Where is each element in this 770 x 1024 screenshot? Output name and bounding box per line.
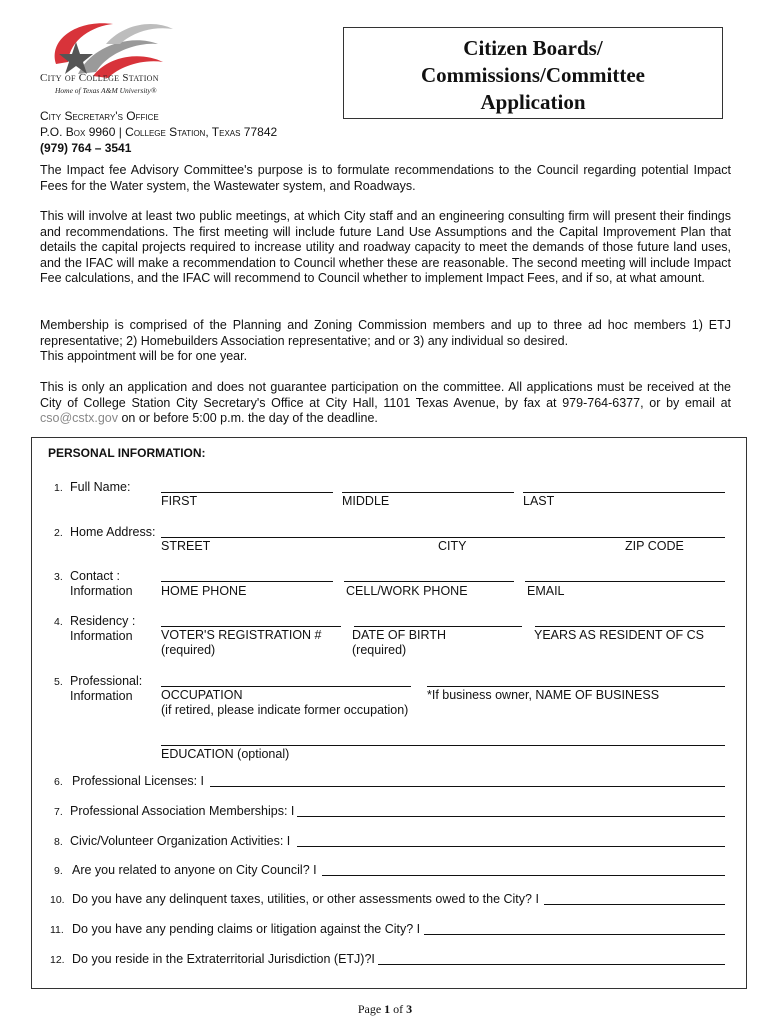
cell-phone-caption: CELL/WORK PHONE [346,584,468,598]
intro-paragraph-1: The Impact fee Advisory Committee's purpose is to formulate recommendations to the Council regarding potential Impact Fees for the Water system, the Wastewater system, and Roadways. [40,163,731,193]
voter-required: (required) [161,643,216,657]
form-title [343,27,723,119]
q4-number: 4. [54,616,63,628]
title-line-1: Citizen Boards/ [463,36,603,60]
q10-label: Do you have any delinquent taxes, utilities, or other assessments owed to the City? I [72,892,539,906]
home-address-field[interactable] [161,537,725,538]
q12-number: 12. [50,954,65,966]
q3-label-2: Information [70,584,133,598]
page-current: 1 [384,1002,391,1016]
middle-caption: MIDDLE [342,494,390,508]
home-phone-caption: HOME PHONE [161,584,247,598]
dob-required: (required) [352,643,407,657]
civic-activities-field[interactable] [297,846,725,847]
education-caption: EDUCATION (optional) [161,747,290,761]
business-caption: *If business owner, NAME OF BUSINESS [427,688,660,702]
q12-label: Do you reside in the Extraterritorial Jurisdiction (ETJ)?I [72,952,375,966]
office-phone: (979) 764 – 3541 [40,141,132,155]
q4-label-1: Residency : [70,614,136,628]
city-tagline: Home of Texas A&M University® [55,86,157,95]
date-of-birth-field[interactable] [354,626,522,627]
title-line-3: Application [480,90,586,114]
zip-caption: ZIP CODE [625,539,684,553]
intro-paragraph-3 [40,318,731,365]
q3-label-1: Contact : [70,569,121,583]
q4-label-2: Information [70,629,133,643]
years-caption: YEARS AS RESIDENT OF CS [534,628,704,642]
page-word: Page [357,1002,382,1016]
business-name-field[interactable] [427,686,725,687]
email-link[interactable]: cso@cstx.gov [40,411,118,425]
q3-number: 3. [54,571,63,583]
q2-label: Home Address: [70,525,156,539]
email-caption: EMAIL [527,584,565,598]
associations-field[interactable] [297,816,725,817]
q1-label: Full Name: [70,480,131,494]
q11-number: 11. [50,924,64,936]
q5-label-2: Information [70,689,133,703]
submission-text: This is only an application and does not guarantee participation on the committee. All applications must be received at the City of College Station City Secretary's Office at City Hall, 1101 Texas Avenue, by fax at 979-764-6377, or by email at [40,380,731,410]
delinquent-taxes-field[interactable] [544,904,725,905]
pending-claims-field[interactable] [424,934,725,935]
q2-number: 2. [54,527,63,539]
email-field[interactable] [525,581,725,582]
q5-number: 5. [54,676,63,688]
last-caption: LAST [523,494,555,508]
title-line-2: Commissions/Committee [421,63,645,87]
licenses-field[interactable] [210,786,725,787]
education-field[interactable] [161,745,725,746]
deadline-text: on or before 5:00 p.m. the day of the deadline. [118,411,378,425]
of-word: of [393,1002,404,1016]
city-caption: CITY [438,539,467,553]
years-resident-field[interactable] [535,626,725,627]
dob-caption: DATE OF BIRTH [352,628,446,642]
office-info [40,108,277,156]
cell-phone-field[interactable] [344,581,514,582]
voter-registration-field[interactable] [161,626,341,627]
q7-label: Professional Association Memberships: I [70,804,295,818]
appointment-term: This appointment will be for one year. [40,349,248,363]
q9-number: 9. [54,865,63,877]
q9-label: Are you related to anyone on City Council? I [72,863,317,877]
last-name-field[interactable] [523,492,725,493]
q8-number: 8. [54,836,63,848]
page-total: 3 [406,1002,413,1016]
q8-label: Civic/Volunteer Organization Activities: I [70,834,291,848]
home-phone-field[interactable] [161,581,333,582]
etj-field[interactable] [378,964,725,965]
office-address: P.O. Box 9960 | College Station, Texas 77842 [40,125,278,139]
occupation-field[interactable] [161,686,411,687]
voter-caption: VOTER'S REGISTRATION # [161,628,322,642]
street-caption: STREET [161,539,211,553]
council-relation-field[interactable] [322,875,725,876]
membership-text: Membership is comprised of the Planning and Zoning Commission members and up to three ad hoc members 1) ETJ representative; 2) Homebuilders Association representative; and or 3) any individual so desired. [40,318,731,348]
q1-number: 1. [54,482,63,494]
city-name: City of College Station [40,72,159,84]
q10-number: 10. [50,894,65,906]
middle-name-field[interactable] [342,492,514,493]
q5-label-1: Professional: [70,674,143,688]
occupation-caption: OCCUPATION [161,688,243,702]
q11-label: Do you have any pending claims or litigation against the City? I [72,922,421,936]
section-heading: PERSONAL INFORMATION: [48,446,206,460]
intro-paragraph-4 [40,380,731,427]
page-number [0,1002,770,1017]
q7-number: 7. [54,806,63,818]
first-caption: FIRST [161,494,198,508]
intro-paragraph-2: This will involve at least two public meetings, at which City staff and an engineering consulting firm will present their findings and recommendations. The first meeting will include future Land Use Assumptions and the Capital Improvement Plan that details the capital projects required to increase utility and roadway capacity to meet the demands of those future land uses, and the IFAC will make a recommendation to Council whether these are reasonable. The second meeting will include Impact Fee calculations, and the IFAC will recommend to Council whether to implement Impact Fees, and if so, at what amount. [40,209,731,285]
q6-label: Professional Licenses: I [72,774,205,788]
office-name: City Secretary's Office [40,109,159,123]
q6-number: 6. [54,776,63,788]
first-name-field[interactable] [161,492,333,493]
occupation-note: (if retired, please indicate former occupation) [161,703,409,717]
